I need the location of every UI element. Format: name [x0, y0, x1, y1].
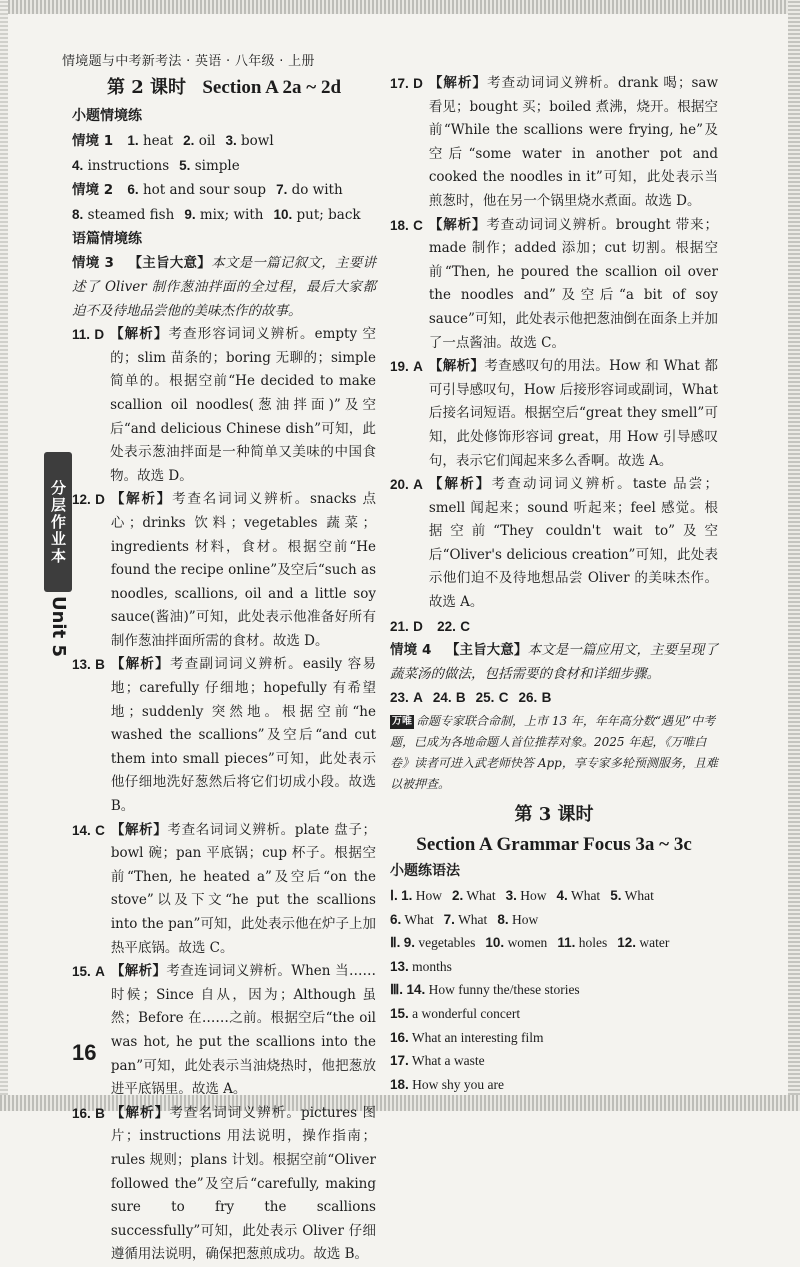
- scene-1-row: [72, 129, 376, 154]
- answer-list: [127, 133, 273, 149]
- explanation-item: [72, 488, 376, 653]
- item-number: 16.: [390, 1029, 409, 1045]
- scene-label: 情境 2: [72, 182, 114, 199]
- explanation-body: [111, 960, 376, 1102]
- scene-4-theme: [390, 639, 718, 686]
- grammar-part-1b: [390, 908, 718, 932]
- analysis-tag: 【解析】: [110, 491, 173, 508]
- scene-label: 情境 1: [72, 133, 114, 149]
- explanation-body: [111, 488, 376, 653]
- question-number: 16.: [72, 1105, 91, 1121]
- explanation-text: 考查连词词义辨析。When 当……时候；Since 自从，因为；Although 虽然；Before 在……之前。根据空后“the oil was hot, he put the scallions into the pan”可知，此处表示当油烧热时，他把葱放进平底锅里。故选 A。: [110, 963, 376, 1098]
- item-head: [72, 960, 105, 1102]
- answer-letter: D: [413, 618, 423, 634]
- answer-list: [401, 888, 654, 903]
- item-number: 14.: [406, 982, 426, 998]
- answer-list: [127, 182, 342, 198]
- item-number: 13.: [390, 958, 409, 974]
- item-answer: do with: [291, 182, 343, 199]
- item-number: 9.: [403, 935, 416, 951]
- explanation-body: [111, 1102, 376, 1267]
- explanation-text: 考查动词词义辨析。taste 品尝；smell 闻起来；sound 听起来；feel 感觉。根据空前“They couldn't wait to”及空后“Oliver's delicious creation”可知，此处表示他们迫不及待地想品尝 Oliver 的美味杰作。故选 A。: [428, 476, 718, 611]
- item-answer: bowl: [241, 133, 274, 149]
- item-number: 3.: [225, 133, 237, 148]
- question-number: 12.: [72, 492, 91, 508]
- answer-row-21-22: [390, 615, 718, 640]
- question-number: 13.: [72, 657, 91, 673]
- explanation-item: [390, 72, 718, 214]
- item-number: 2.: [452, 888, 464, 904]
- grammar-part-3: [390, 978, 718, 1002]
- item-number: 11.: [557, 935, 576, 951]
- explanation-item: [72, 819, 376, 961]
- answer-letter: B: [455, 690, 466, 706]
- theme-text: 本文是一篇应用文，主要呈现了蔬菜汤的做法，包括需要的食材和详细步骤。: [390, 642, 719, 682]
- explanation-body: [111, 653, 376, 818]
- answer-list: [72, 207, 361, 223]
- answer-letter: B: [95, 657, 105, 673]
- item-number: 12.: [617, 935, 636, 951]
- analysis-tag: 【解析】: [428, 216, 487, 233]
- item-answer: heat: [142, 133, 174, 149]
- item-number: 6.: [390, 911, 402, 927]
- question-number: 26.: [518, 690, 538, 706]
- answer-letter: B: [541, 690, 552, 706]
- item-number: 18.: [390, 1076, 409, 1092]
- part-label: Ⅰ.: [390, 888, 398, 904]
- left-column: [72, 72, 376, 1267]
- explanation-body: [429, 473, 718, 615]
- explanation-item: [72, 960, 376, 1102]
- right-column: [390, 72, 718, 1096]
- explanation-item: [390, 214, 718, 356]
- explanation-body: [429, 355, 718, 473]
- question-list: [72, 323, 376, 1267]
- item-answer: a wonderful concert: [412, 1006, 521, 1021]
- item-number: 1.: [401, 888, 413, 904]
- question-number: 17.: [390, 76, 409, 91]
- analysis-tag: 【解析】: [110, 1104, 170, 1121]
- item-answer: holes: [578, 935, 608, 951]
- grammar-answer-row: [390, 1026, 718, 1050]
- theme-tag: 【主旨大意】: [128, 255, 212, 272]
- analysis-tag: 【解析】: [110, 326, 169, 343]
- answer-letter: A: [413, 359, 423, 375]
- answer-list: [406, 982, 579, 997]
- analysis-tag: 【解析】: [110, 656, 170, 673]
- page-number: 16: [72, 1040, 97, 1065]
- explanation-text: 考查感叹句的用法。How 和 What 都可引导感叹句，How 后接形容词或副词，What 后接名词短语。根据空后“great they smell”可知，此处修饰形容词 great，用 How 引导感叹句，表示它们闻起来多么香啊。故选 A。: [428, 358, 719, 469]
- answer-list: [390, 686, 718, 711]
- question-number: 21.: [390, 618, 409, 634]
- item-answer: months: [412, 958, 452, 974]
- explanation-item: [72, 323, 376, 488]
- explanation-item: [390, 355, 718, 473]
- explanation-item: [72, 1102, 376, 1267]
- scene-1b-row: [72, 154, 376, 179]
- part-label: Ⅲ.: [390, 982, 404, 998]
- lesson-3-subtitle: [390, 831, 718, 859]
- item-number: 10.: [273, 206, 293, 222]
- answer-letter: C: [460, 618, 470, 634]
- grammar-part-2b: [390, 955, 718, 979]
- grammar-answer-row: [390, 1002, 718, 1026]
- answer-letter: A: [95, 964, 105, 980]
- item-number: 4.: [556, 888, 568, 904]
- item-head: [390, 72, 423, 214]
- item-answer: What: [466, 888, 496, 904]
- item-answer: How: [415, 888, 442, 904]
- scene-label: 情境 3: [72, 255, 114, 272]
- theme-tag: 【主旨大意】: [445, 642, 528, 659]
- side-unit-label: Unit 5: [48, 596, 69, 657]
- item-number: 10.: [485, 935, 505, 951]
- item-answer: water: [639, 935, 670, 951]
- part-label: Ⅱ.: [390, 935, 401, 951]
- item-number: 8.: [72, 206, 84, 222]
- item-head: [390, 214, 423, 356]
- answer-letter: B: [95, 1105, 105, 1121]
- lesson-3-title: 第 3 课时: [514, 804, 594, 826]
- scene-2b-row: [72, 203, 376, 228]
- scan-border-top: [0, 0, 800, 14]
- question-list: [390, 72, 718, 615]
- analysis-tag: 【解析】: [110, 963, 167, 980]
- item-answer: vegetables: [418, 935, 476, 951]
- item-head: [72, 653, 105, 818]
- question-number: 11.: [72, 327, 91, 343]
- item-number: 2.: [183, 133, 195, 148]
- explanation-body: [429, 214, 718, 356]
- item-answer: What: [570, 888, 601, 904]
- explanation-body: [429, 72, 718, 214]
- item-answer: steamed fish: [87, 206, 175, 223]
- analysis-tag: 【解析】: [428, 358, 485, 375]
- item-head: [72, 1102, 105, 1267]
- answer-list: [390, 912, 538, 927]
- item-answer: How: [511, 911, 539, 927]
- item-head: [390, 473, 423, 615]
- section-heading: 小题情境练: [72, 108, 142, 124]
- item-answer: simple: [194, 157, 240, 174]
- analysis-tag: 【解析】: [428, 75, 488, 91]
- answer-list: [404, 935, 670, 950]
- question-number: 23.: [390, 690, 409, 706]
- publisher-note-text: 命题专家联合命制，上市 13 年，年年高分数“遇见”中考题，已成为各地命题人首位推荐对象。2025 年起，《万唯白卷》读者可进入武老师快答 App，享专家多轮预测服务，且难以被押查。: [390, 714, 718, 792]
- answer-letter: D: [94, 327, 105, 343]
- item-answer: How funny the/these stories: [428, 982, 580, 998]
- answer-list: [390, 1002, 718, 1096]
- analysis-tag: 【解析】: [428, 476, 492, 493]
- item-number: 3.: [505, 888, 517, 904]
- item-answer: How: [520, 888, 547, 904]
- explanation-body: [111, 819, 376, 961]
- grammar-part-2: [390, 931, 718, 955]
- section-heading: 语篇情境练: [72, 231, 142, 248]
- item-number: 6.: [127, 182, 139, 198]
- explanation-text: 考查副词词义辨析。easily 容易地；carefully 仔细地；hopefully 有希望地；suddenly 突然地。根据空前“he washed the scallions”及空后“and cut them into small pieces”可知，此处表示他仔细地洗好葱然后将它们切成小段。故选 B。: [110, 656, 376, 815]
- item-head: [72, 488, 105, 653]
- explanation-text: 考查名词词义辨析。plate 盘子；bowl 碗；pan 平底锅；cup 杯子。根据空前“Then, he heated a”及空后“on the stove”以及下文“he put the scallions into the pan”可知，此处表示他在炉子上加热平底锅。故选 C。: [110, 821, 377, 956]
- answer-letter: A: [413, 477, 423, 493]
- item-number: 4.: [72, 157, 84, 173]
- item-answer: oil: [198, 133, 216, 149]
- item-number: 7.: [276, 182, 288, 198]
- grammar-heading: 小题练语法: [390, 863, 460, 880]
- item-answer: What a waste: [411, 1053, 485, 1069]
- scene-2-row: [72, 178, 376, 203]
- grammar-answer-row: [390, 1073, 718, 1097]
- scan-border-left: [0, 0, 8, 1111]
- question-number: 22.: [437, 618, 456, 634]
- publisher-badge: 万唯: [392, 716, 412, 728]
- item-answer: mix; with: [199, 206, 264, 223]
- scan-border-right: [788, 0, 800, 1111]
- item-number: 17.: [390, 1053, 409, 1069]
- item-number: 5.: [610, 888, 622, 904]
- answer-list: [72, 158, 240, 174]
- explanation-body: [110, 323, 376, 488]
- item-answer: What: [404, 911, 434, 927]
- grammar-answer-row: [390, 1049, 718, 1073]
- item-answer: put; back: [296, 206, 361, 223]
- question-number: 18.: [390, 217, 409, 233]
- answer-list: [390, 959, 452, 974]
- item-number: 7.: [443, 911, 455, 927]
- question-number: 15.: [72, 964, 91, 980]
- item-number: 5.: [179, 157, 191, 173]
- item-answer: How shy you are: [412, 1076, 505, 1092]
- question-number: 14.: [72, 822, 91, 838]
- item-head: [390, 355, 423, 473]
- question-number: 19.: [390, 359, 409, 375]
- book-title: 情境题与中考新考法 · 英语 · 八年级 · 上册: [62, 54, 315, 69]
- item-answer: What: [624, 888, 654, 904]
- answer-letter: D: [95, 492, 105, 508]
- grammar-part-1: [390, 884, 718, 908]
- lesson-title-cn: 第 2 课时: [106, 77, 187, 98]
- explanation-text: 考查形容词词义辨析。empty 空的；slim 苗条的；boring 无聊的；simple 简单的。根据空前“He decided to make scallion oil noodles(葱油拌面)”及空后“and delicious Chinese dish”可知，此处表示葱油拌面是一种简单又美味的中国食物。故选 D。: [110, 326, 376, 484]
- explanation-text: 考查动词词义辨析。brought 带来；made 制作；added 添加；cut 切割。根据空前“Then, he poured the scallion oil over the noodles and”及空后“a bit of soy sauce”可知，此处表示他把葱油倒在面条上并加了一点酱油。故选 C。: [428, 216, 718, 351]
- theme-text: 本文是一篇记叙文，主要讲述了 Oliver 制作葱油拌面的全过程，最后大家都迫不及待地品尝他的美味杰作的故事。: [72, 255, 377, 319]
- explanation-item: [390, 473, 718, 615]
- publisher-note: [390, 711, 718, 795]
- explanation-item: [72, 653, 376, 818]
- question-number: 24.: [432, 690, 452, 706]
- lesson-title-en: Section A 2a ~ 2d: [202, 77, 342, 98]
- lesson-3-subtitle-en: Section A Grammar Focus 3a ~ 3c: [416, 834, 692, 856]
- answer-letter: D: [413, 76, 423, 91]
- scene-3-theme: [72, 252, 376, 323]
- item-answer: hot and sour soup: [142, 182, 267, 199]
- item-number: 8.: [497, 911, 509, 927]
- answer-letter: A: [413, 690, 423, 706]
- item-answer: women: [507, 935, 548, 951]
- answer-letter: C: [498, 690, 509, 706]
- item-answer: What: [458, 911, 488, 927]
- question-number: 25.: [475, 690, 495, 706]
- side-tab: 分层作业本: [44, 452, 72, 592]
- explanation-text: 考查名词词义辨析。pictures 图片；instructions 用法说明，操作指南；rules 规则；plans 计划。根据空前“Oliver followed the”及空后“carefully, making sure to fry the scallions successfully”可知，此处表示 Oliver 仔细遵循用法说明，确保把葱煎成功。故选 B。: [110, 1104, 376, 1263]
- explanation-text: 考查动词词义辨析。drank 喝；saw 看见；bought 买；boiled 煮沸，烧开。根据空前“While the scallions were frying, he”及空后“some water in another pot and cooked the noodles in it”可知，此处表示当煎葱时，他在另一个锅里烧水煮面。故选 D。: [428, 75, 719, 209]
- item-answer: What an interesting film: [411, 1029, 544, 1045]
- scene-label: 情境 4: [390, 642, 432, 659]
- lesson-title: [72, 72, 376, 104]
- explanation-text: 考查名词词义辨析。snacks 点心；drinks 饮料；vegetables 蔬菜；ingredients 材料，食材。根据空前“He found the recipe online”及空后“such as noodles, scallions, oil and a little soy sauce(酱油)”可知，此处表示他准备好所有制作葱油拌面所需的食材。故选 D。: [110, 491, 376, 649]
- item-number: 15.: [390, 1006, 409, 1021]
- item-head: [72, 819, 105, 961]
- item-number: 1.: [127, 133, 139, 148]
- answer-letter: C: [413, 217, 423, 233]
- question-number: 20.: [390, 477, 409, 493]
- item-head: [72, 323, 104, 488]
- item-number: 9.: [184, 206, 196, 222]
- item-answer: instructions: [87, 157, 170, 174]
- analysis-tag: 【解析】: [110, 821, 168, 838]
- answer-letter: C: [95, 822, 105, 838]
